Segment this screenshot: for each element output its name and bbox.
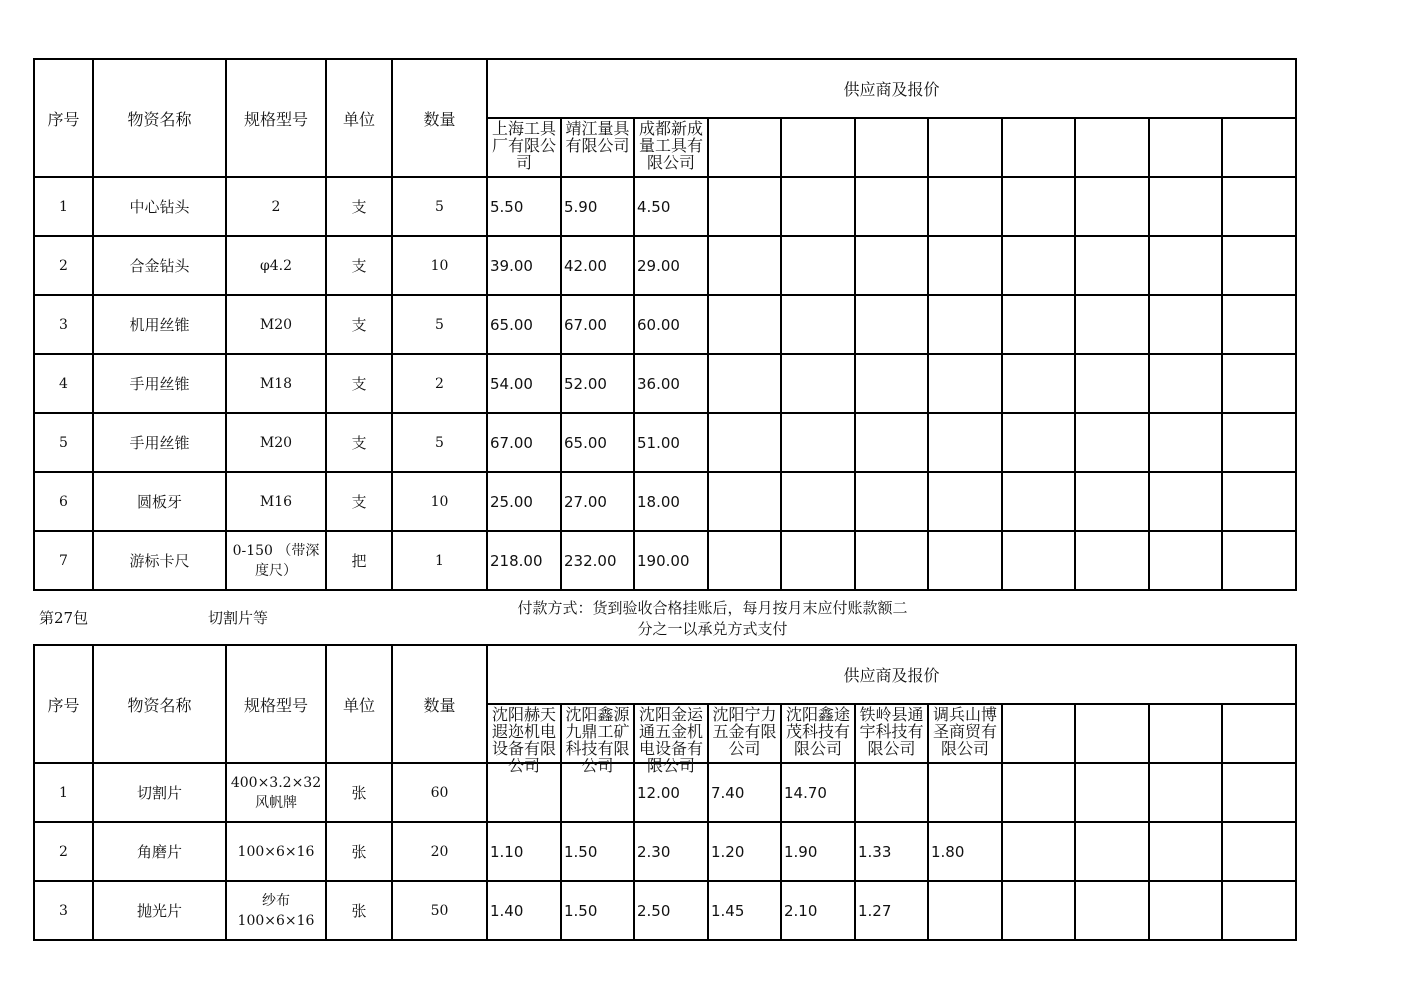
cell-empty (1222, 531, 1296, 590)
cell-name: 角磨片 (93, 822, 226, 881)
cell-empty (1002, 413, 1075, 472)
cell-price: 36.00 (634, 354, 708, 413)
cell-price: 1.10 (487, 822, 561, 881)
cell-unit: 把 (326, 531, 392, 590)
cell-empty (1149, 295, 1222, 354)
table-row (34, 295, 1296, 354)
payment-terms (490, 598, 935, 640)
header-seq: 序号 (34, 59, 93, 177)
cell-spec: M18 (226, 354, 326, 413)
cell-price: 67.00 (487, 413, 561, 472)
cell-empty (708, 177, 781, 236)
cell-price: 1.50 (561, 881, 634, 940)
header-quotes: 供应商及报价 (487, 59, 1296, 118)
cell-unit: 支 (326, 472, 392, 531)
cell-unit: 张 (326, 763, 392, 822)
cell-empty (928, 531, 1002, 590)
header-unit: 单位 (326, 645, 392, 763)
supplier-empty (1222, 704, 1296, 763)
cell-spec: 400×3.2×32 风帆牌 (226, 763, 326, 822)
cell-unit: 张 (326, 881, 392, 940)
cell-unit: 支 (326, 295, 392, 354)
cell-empty (855, 177, 928, 236)
cell-empty (1222, 413, 1296, 472)
cell-name: 手用丝锥 (93, 413, 226, 472)
cell-price (928, 881, 1002, 940)
cell-empty (855, 531, 928, 590)
cell-empty (1002, 763, 1075, 822)
cell-name: 合金钻头 (93, 236, 226, 295)
cell-empty (708, 295, 781, 354)
cell-empty (928, 472, 1002, 531)
cell-name: 圆板牙 (93, 472, 226, 531)
cell-empty (1002, 472, 1075, 531)
cell-seq: 3 (34, 295, 93, 354)
cell-spec: M16 (226, 472, 326, 531)
cell-qty: 5 (392, 413, 487, 472)
cell-price: 54.00 (487, 354, 561, 413)
cell-price: 5.50 (487, 177, 561, 236)
cell-empty (708, 531, 781, 590)
cell-price: 1.27 (855, 881, 928, 940)
cell-empty (1149, 177, 1222, 236)
cell-empty (1002, 822, 1075, 881)
cell-seq: 4 (34, 354, 93, 413)
cell-price: 18.00 (634, 472, 708, 531)
cell-price: 2.30 (634, 822, 708, 881)
cell-price: 51.00 (634, 413, 708, 472)
cell-empty (928, 177, 1002, 236)
cell-name: 切割片 (93, 763, 226, 822)
cell-empty (1222, 354, 1296, 413)
cell-empty (781, 472, 855, 531)
cell-empty (855, 295, 928, 354)
cell-empty (1075, 177, 1149, 236)
cell-empty (1222, 822, 1296, 881)
header-name: 物资名称 (93, 645, 226, 763)
cell-empty (855, 413, 928, 472)
payment-line-1: 付款方式：货到验收合格挂账后，每月按月末应付账款额二 (517, 599, 908, 617)
cell-name: 机用丝锥 (93, 295, 226, 354)
cell-price: 190.00 (634, 531, 708, 590)
cell-empty (1002, 354, 1075, 413)
payment-line-2: 分之一以承兑方式支付 (637, 620, 788, 638)
cell-name: 手用丝锥 (93, 354, 226, 413)
cell-seq: 1 (34, 763, 93, 822)
supplier-name: 成都新成量工具有限公司 (634, 118, 708, 177)
cell-empty (1075, 295, 1149, 354)
cell-spec: M20 (226, 295, 326, 354)
cell-seq: 2 (34, 822, 93, 881)
cell-spec: M20 (226, 413, 326, 472)
quote-table-1 (33, 58, 1297, 591)
cell-price (855, 763, 928, 822)
table-row (34, 531, 1296, 590)
cell-empty (1222, 177, 1296, 236)
cell-empty (1075, 822, 1149, 881)
cell-unit: 支 (326, 354, 392, 413)
table-row (34, 472, 1296, 531)
supplier-empty (1149, 118, 1222, 177)
cell-qty: 20 (392, 822, 487, 881)
header-seq: 序号 (34, 645, 93, 763)
cell-empty (708, 236, 781, 295)
cell-empty (781, 295, 855, 354)
supplier-name: 调兵山博圣商贸有限公司 (928, 704, 1002, 763)
cell-empty (1222, 236, 1296, 295)
cell-qty: 50 (392, 881, 487, 940)
cell-price: 1.80 (928, 822, 1002, 881)
cell-empty (781, 177, 855, 236)
cell-price: 1.40 (487, 881, 561, 940)
cell-empty (1222, 295, 1296, 354)
cell-empty (1149, 822, 1222, 881)
cell-price: 5.90 (561, 177, 634, 236)
cell-price: 1.33 (855, 822, 928, 881)
supplier-empty (708, 118, 781, 177)
cell-empty (708, 472, 781, 531)
cell-qty: 5 (392, 177, 487, 236)
cell-seq: 6 (34, 472, 93, 531)
cell-price: 29.00 (634, 236, 708, 295)
cell-empty (1222, 881, 1296, 940)
supplier-empty (855, 118, 928, 177)
cell-empty (1075, 354, 1149, 413)
cell-empty (855, 354, 928, 413)
cell-price: 12.00 (634, 763, 708, 822)
cell-empty (1075, 881, 1149, 940)
table-row (34, 822, 1296, 881)
cell-empty (781, 236, 855, 295)
cell-price: 39.00 (487, 236, 561, 295)
cell-price: 14.70 (781, 763, 855, 822)
supplier-empty (1075, 118, 1149, 177)
cell-seq: 2 (34, 236, 93, 295)
quote-table-2 (33, 644, 1297, 941)
supplier-name: 沈阳鑫源九鼎工矿科技有限公司 (561, 704, 634, 763)
cell-empty (1149, 472, 1222, 531)
supplier-empty (1222, 118, 1296, 177)
cell-unit: 张 (326, 822, 392, 881)
cell-qty: 5 (392, 295, 487, 354)
cell-price: 27.00 (561, 472, 634, 531)
cell-empty (1075, 763, 1149, 822)
cell-price: 1.50 (561, 822, 634, 881)
cell-empty (1075, 413, 1149, 472)
cell-price: 42.00 (561, 236, 634, 295)
table-row (34, 881, 1296, 940)
cell-empty (1149, 763, 1222, 822)
supplier-empty (1002, 118, 1075, 177)
cell-empty (781, 354, 855, 413)
cell-price: 1.45 (708, 881, 781, 940)
cell-seq: 1 (34, 177, 93, 236)
cell-name: 抛光片 (93, 881, 226, 940)
table-row (34, 354, 1296, 413)
cell-empty (855, 472, 928, 531)
cell-empty (1149, 413, 1222, 472)
cell-empty (1002, 236, 1075, 295)
cell-price: 65.00 (561, 413, 634, 472)
cell-empty (928, 236, 1002, 295)
cell-empty (1075, 472, 1149, 531)
cell-price: 52.00 (561, 354, 634, 413)
cell-price: 4.50 (634, 177, 708, 236)
table-row (34, 236, 1296, 295)
cell-empty (1222, 763, 1296, 822)
cell-spec: 2 (226, 177, 326, 236)
cell-price: 2.50 (634, 881, 708, 940)
cell-empty (928, 413, 1002, 472)
cell-qty: 10 (392, 472, 487, 531)
supplier-name: 上海工具厂有限公司 (487, 118, 561, 177)
cell-price: 60.00 (634, 295, 708, 354)
supplier-name: 靖江量具有限公司 (561, 118, 634, 177)
cell-qty: 2 (392, 354, 487, 413)
cell-price: 2.10 (781, 881, 855, 940)
cell-price: 25.00 (487, 472, 561, 531)
supplier-name: 铁岭县通宇科技有限公司 (855, 704, 928, 763)
header-unit: 单位 (326, 59, 392, 177)
cell-empty (928, 354, 1002, 413)
supplier-name: 沈阳宁力五金有限公司 (708, 704, 781, 763)
header-spec: 规格型号 (226, 59, 326, 177)
cell-seq: 5 (34, 413, 93, 472)
cell-empty (855, 236, 928, 295)
cell-empty (1002, 177, 1075, 236)
supplier-empty (1149, 704, 1222, 763)
cell-qty: 10 (392, 236, 487, 295)
header-quotes: 供应商及报价 (487, 645, 1296, 704)
cell-name: 游标卡尺 (93, 531, 226, 590)
supplier-empty (1075, 704, 1149, 763)
cell-empty (708, 413, 781, 472)
cell-price: 67.00 (561, 295, 634, 354)
header-name: 物资名称 (93, 59, 226, 177)
cell-qty: 1 (392, 531, 487, 590)
supplier-name: 沈阳赫天遐迩机电设备有限公司 (487, 704, 561, 763)
cell-empty (928, 295, 1002, 354)
supplier-name: 沈阳鑫途茂科技有限公司 (781, 704, 855, 763)
cell-empty (1002, 881, 1075, 940)
supplier-empty (781, 118, 855, 177)
cell-empty (1149, 236, 1222, 295)
cell-unit: 支 (326, 177, 392, 236)
package-category: 切割片等 (208, 609, 269, 627)
cell-spec: φ4.2 (226, 236, 326, 295)
cell-spec: 纱布100×6×16 (226, 881, 326, 940)
package-label: 第27包 (39, 609, 89, 627)
cell-empty (708, 354, 781, 413)
cell-unit: 支 (326, 236, 392, 295)
header-qty: 数量 (392, 59, 487, 177)
cell-price: 1.90 (781, 822, 855, 881)
cell-empty (1002, 295, 1075, 354)
cell-price: 65.00 (487, 295, 561, 354)
cell-seq: 3 (34, 881, 93, 940)
table-row (34, 177, 1296, 236)
cell-price: 232.00 (561, 531, 634, 590)
cell-empty (1149, 531, 1222, 590)
cell-empty (1149, 354, 1222, 413)
cell-price: 1.20 (708, 822, 781, 881)
cell-qty: 60 (392, 763, 487, 822)
header-spec: 规格型号 (226, 645, 326, 763)
supplier-empty (1002, 704, 1075, 763)
cell-empty (1149, 881, 1222, 940)
cell-empty (1002, 531, 1075, 590)
supplier-empty (928, 118, 1002, 177)
cell-empty (781, 531, 855, 590)
cell-price: 7.40 (708, 763, 781, 822)
cell-empty (1075, 531, 1149, 590)
cell-spec: 0-150 （带深度尺） (226, 531, 326, 590)
cell-empty (1075, 236, 1149, 295)
supplier-name: 沈阳金运通五金机电设备有限公司 (634, 704, 708, 763)
cell-empty (781, 413, 855, 472)
cell-spec: 100×6×16 (226, 822, 326, 881)
table-row (34, 413, 1296, 472)
cell-empty (1222, 472, 1296, 531)
header-qty: 数量 (392, 645, 487, 763)
cell-unit: 支 (326, 413, 392, 472)
cell-price (928, 763, 1002, 822)
cell-price: 218.00 (487, 531, 561, 590)
cell-seq: 7 (34, 531, 93, 590)
cell-name: 中心钻头 (93, 177, 226, 236)
